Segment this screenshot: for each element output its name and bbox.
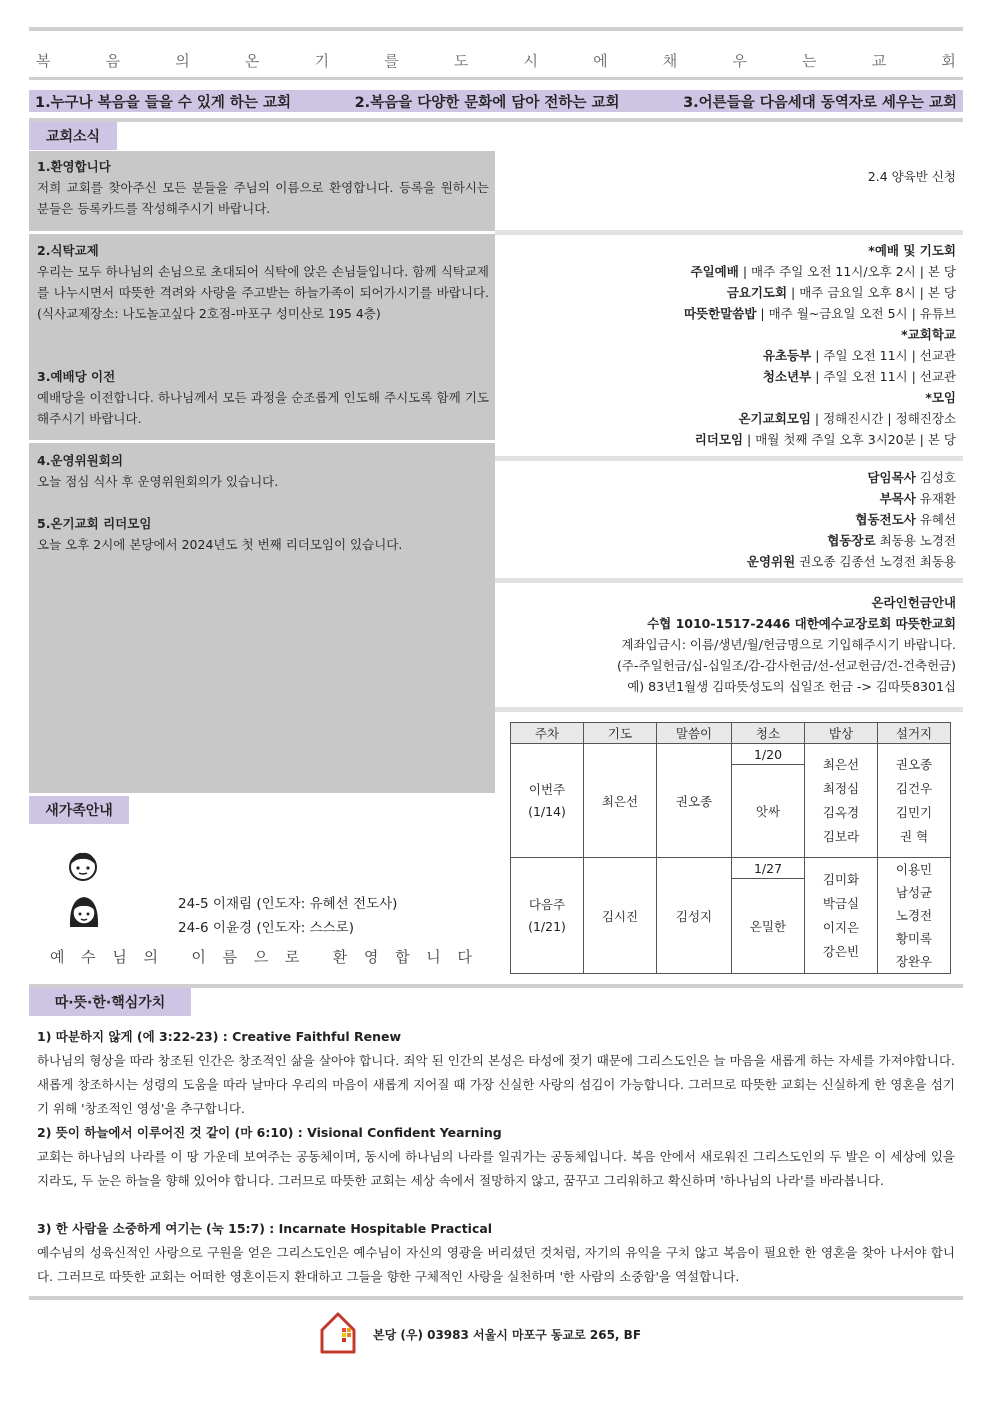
news-tag: 교회소식 (29, 122, 117, 150)
table-header: 주차 (511, 723, 584, 744)
girl-avatar-icon (67, 893, 101, 933)
table-header: 설거지 (878, 723, 951, 744)
top-rule (29, 27, 963, 31)
schedule-row: 주일예배 | 매주 주일 오전 11시/오후 2시 | 본 당 (690, 264, 956, 279)
news-title: 2.식탁교제 (37, 243, 99, 258)
word-cell: 김성지 (657, 858, 732, 974)
offering-line: (주-주일헌금/십-십일조/감-감사헌금/선-선교헌금/건-건축헌금) (617, 658, 956, 673)
staff-row: 협동장로 최동용 노경전 (827, 533, 956, 548)
core-value-title: 3) 한 사람을 소중하게 여기는 (눅 15:7) : Incarnate Hospitable Practical (37, 1221, 493, 1236)
footer-address: 본당 (우) 03983 서울시 마포구 동교로 265, BF (373, 1328, 642, 1342)
word-cell: 권오종 (657, 744, 732, 858)
right-separator (495, 230, 963, 235)
house-logo-icon (318, 1310, 358, 1356)
motto-rule (29, 77, 963, 80)
vision-3: 3.어른들을 다음세대 동역자로 세우는 교회 (683, 94, 957, 111)
motto-char: 교 (871, 52, 887, 70)
right-separator (495, 456, 963, 461)
news-title: 5.온기교회 리더모임 (37, 516, 152, 531)
news-separator (29, 440, 495, 443)
motto-char: 에 (593, 52, 608, 70)
core-value-body: 교회는 하나님의 나라를 이 땅 가운데 보여주는 공동체이며, 동시에 하나님의 나라를 일궈가는 공동체입니다. 복음 안에서 새로워진 그리스도인의 두 발은 이 세상에 있을 지라도, 두 눈은 하늘을 향해 있어야 합니다. 그러므로 따뜻한 교회는 세상 속에서 절망하지 않고, 꿈꾸고 그리워하고 확신하며 '하나님의 나라'를 바라봅니다. (37, 1149, 955, 1188)
motto-char: 를 (384, 52, 399, 70)
vision-bar (29, 90, 963, 112)
table-header-row (511, 723, 951, 744)
core-value-title: 1) 따분하지 않게 (에 3:22-23) : Creative Faithful Renew (37, 1029, 402, 1044)
schedule-heading: *예배 및 기도회 (868, 243, 956, 258)
clean-cell: 온밀한 (732, 879, 805, 974)
schedule-row: 온기교회모임 | 정해진시간 | 정해진장소 (738, 411, 956, 426)
motto-char: 시 (523, 52, 538, 70)
core-values-tag: 따·뜻·한·핵심가치 (29, 988, 191, 1016)
motto-char: 음 (105, 52, 121, 70)
staff-row: 협동전도사 유혜선 (855, 512, 956, 527)
newcomers-tag: 새가족안내 (29, 796, 129, 824)
meal-cell: 김미화 박금실 이지은 강은빈 (805, 858, 878, 974)
table-header: 말씀이 (657, 723, 732, 744)
table-header: 밥상 (805, 723, 878, 744)
motto-char: 온 (244, 52, 260, 70)
news-body: 오늘 점심 식사 후 운영위원회의가 있습니다. (37, 474, 279, 489)
news-body: 예배당을 이전합니다. 하나님께서 모든 과정을 순조롭게 인도해 주시도록 함께 기도해주시기 바랍니다. (37, 390, 489, 426)
meal-cell: 최은선 최정심 김옥경 김보라 (805, 744, 878, 858)
vision-rule (29, 118, 963, 122)
core-value-body: 예수님의 성육신적인 사랑으로 구원을 얻은 그리스도인은 예수님이 자신의 영광을 버리셨던 것처럼, 자기의 유익을 구치 않고 복음이 필요한 한 영혼을 찾아 나서야 합니다. 그러므로 따뜻한 교회는 어떠한 영혼이든지 환대하고 그들을 향한 구체적인 사랑을 실천하며 '한 사람의 소중함'을 역설합니다. (37, 1245, 955, 1284)
staff-row: 부목사 유재환 (879, 491, 956, 506)
church-motto (36, 50, 956, 71)
schedule-row: 따뜻한말씀밥 | 매주 월~금요일 오전 5시 | 유튜브 (683, 306, 956, 321)
table-header: 청소 (732, 723, 805, 744)
motto-char: 기 (314, 52, 330, 70)
news-item (37, 450, 489, 492)
schedule-heading: *모임 (925, 390, 956, 405)
motto-char: 회 (941, 52, 956, 70)
newcomer-entry: 24-5 이재림 (인도자: 유혜선 전도사) (178, 896, 398, 912)
news-body: 오늘 오후 2시에 본당에서 2024년도 첫 번째 리더모임이 있습니다. (37, 537, 403, 552)
offering-account: 수협 1010-1517-2446 대한예수교장로회 따뜻한교회 (647, 616, 956, 631)
bottom-rule (29, 1296, 963, 1300)
news-title: 3.예배당 이전 (37, 369, 116, 384)
core-value-body: 하나님의 형상을 따라 창조된 인간은 창조적인 삶을 살아야 합니다. 죄악 된 인간의 본성은 타성에 젖기 때문에 그리스도인은 늘 마음을 새롭게 하는 자세를 가져야합니다. 새롭게 창조하시는 성령의 도움을 따라 날마다 우리의 마음이 새롭게 지어질 때 가장 신실한 사랑의 섬김이 가능합니다. 그러므로 따뜻한 교회는 신실하게 한 영혼을 섬기기 위해 '창조적인 영성'을 추구합니다. (37, 1053, 955, 1116)
dish-cell: 권오종 김건우 김민기 권 혁 (878, 744, 951, 858)
prayer-cell: 김시진 (584, 858, 657, 974)
week-cell: 이번주 (1/14) (511, 744, 584, 858)
news-body: 우리는 모두 하나님의 손님으로 초대되어 식탁에 앉은 손님들입니다. 함께 식탁교제를 나누시면서 따뜻한 격려와 사랑을 주고받는 하늘가족이 되어가시기를 바랍니다. (식사교제장소: 나도놀고싶다 2호점-마포구 성미산로 195 4층) (37, 264, 489, 321)
clean-cell: 앗싸 (732, 765, 805, 858)
notice: 2.4 양육반 신청 (867, 169, 956, 184)
staff-row: 운영위원 권오종 김종선 노경전 최동용 (746, 554, 956, 569)
welcome-greeting: 예 수 님 의 이 름 으 로 환 영 합 니 다 (50, 948, 472, 966)
news-item (37, 366, 489, 429)
right-separator (495, 578, 963, 583)
offering-line: 예) 83년1월생 김따뜻성도의 십일조 헌금 -> 김따뜻8301십 (627, 679, 956, 694)
core-value-title: 2) 뜻이 하늘에서 이루어진 것 같이 (마 6:10) : Visional Confident Yearning (37, 1125, 502, 1140)
news-separator (29, 231, 495, 234)
prayer-cell: 최은선 (584, 744, 657, 858)
right-separator (495, 707, 963, 712)
motto-char: 채 (662, 52, 678, 70)
table-header: 기도 (584, 723, 657, 744)
news-body: 저희 교회를 찾아주신 모든 분들을 주님의 이름으로 환영합니다. 등록을 원하시는 분들은 등록카드를 작성해주시기 바랍니다. (37, 180, 489, 216)
news-item (37, 513, 489, 555)
clean-date-cell: 1/20 (732, 744, 805, 765)
motto-char: 복 (36, 52, 51, 70)
week-cell: 다음주 (1/21) (511, 858, 584, 974)
newcomer-entry: 24-6 이윤경 (인도자: 스스로) (178, 920, 354, 936)
vision-1: 1.누구나 복음을 들을 수 있게 하는 교회 (35, 94, 291, 111)
schedule-heading: *교회학교 (901, 327, 956, 342)
motto-char: 의 (175, 52, 190, 70)
duty-table (510, 722, 951, 974)
vision-2: 2.복음을 다양한 문화에 담아 전하는 교회 (354, 94, 620, 111)
core-value-item (37, 1121, 955, 1193)
clean-date-cell: 1/27 (732, 858, 805, 879)
dish-cell: 이용민 남성균 노경전 황미록 장완우 (878, 858, 951, 974)
news-title: 4.운영위원회의 (37, 453, 123, 468)
schedule-row: 유초등부 | 주일 오전 11시 | 선교관 (762, 348, 956, 363)
news-item (37, 156, 489, 219)
staff-row: 담임목사 김성호 (867, 470, 956, 485)
motto-char: 우 (732, 52, 747, 70)
motto-char: 도 (453, 52, 469, 70)
core-value-item (37, 1217, 955, 1289)
table-row (511, 858, 951, 879)
staff-block (747, 467, 956, 572)
offering-block (617, 592, 956, 697)
offering-title: 온라인헌금안내 (871, 595, 956, 610)
boy-avatar-icon (67, 848, 99, 884)
core-value-item (37, 1025, 955, 1121)
table-row (511, 744, 951, 765)
schedule-row: 청소년부 | 주일 오전 11시 | 선교관 (762, 369, 956, 384)
news-item (37, 240, 489, 324)
schedule-row: 금요기도회 | 매주 금요일 오후 8시 | 본 당 (726, 285, 956, 300)
offering-line: 계좌입금시: 이름/생년/월/헌금명으로 기입해주시기 바랍니다. (621, 637, 956, 652)
news-title: 1.환영합니다 (37, 159, 111, 174)
motto-char: 는 (802, 52, 817, 70)
schedule-block (684, 240, 956, 450)
schedule-row: 리더모임 | 매월 첫째 주일 오후 3시20분 | 본 당 (694, 432, 956, 447)
